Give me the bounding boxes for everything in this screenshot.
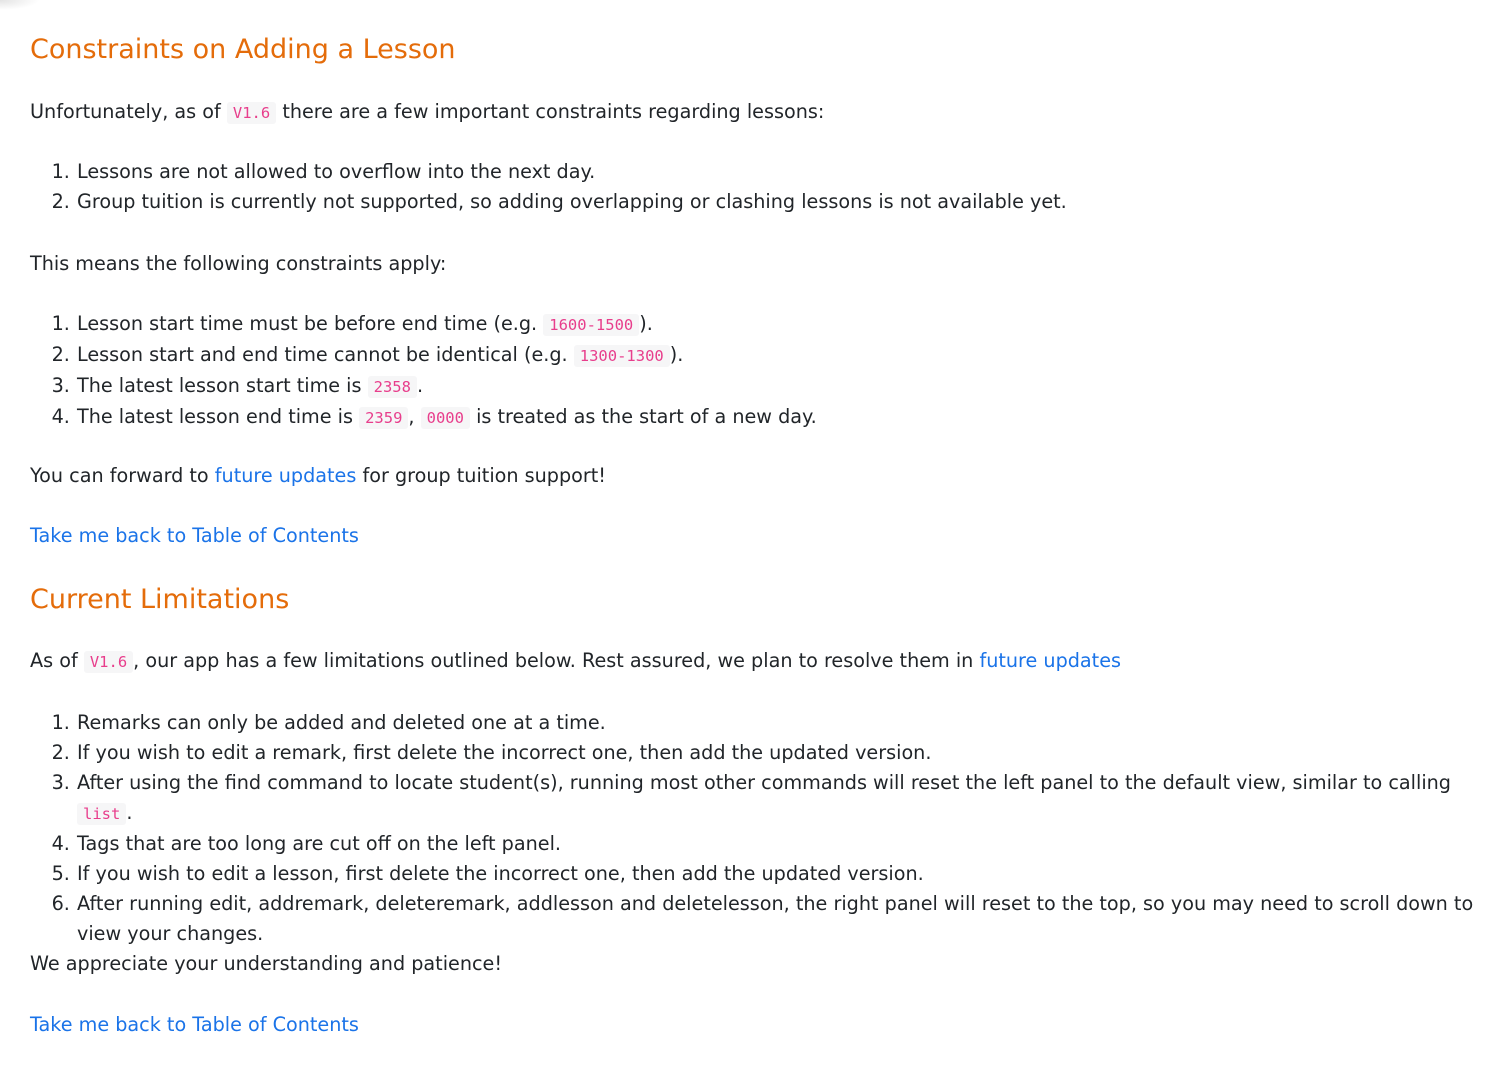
list-item: 6. After running edit, addremark, deleteremark, addlesson and deletelesson, the right panel will reset to the top, so you may need to scroll down to view your changes.: [76, 889, 1494, 949]
version-code: V1.6: [84, 651, 133, 673]
heading-constraints: Constraints on Adding a Lesson: [30, 34, 456, 65]
time-code: 1600-1500: [543, 314, 639, 336]
list-item: 4. Tags that are too long are cut off on the left panel.: [76, 829, 1494, 859]
forward-text: You can forward to future updates for group tuition support!: [30, 464, 607, 487]
version-code: V1.6: [227, 102, 276, 124]
list-item: 1. Lesson start time must be before end time (e.g. 1600-1500 ).: [76, 309, 817, 340]
back-to-toc-paragraph: [30, 521, 359, 551]
list-item: 3. The latest lesson start time is 2358 .: [76, 371, 817, 402]
time-code: 2359: [359, 407, 408, 429]
appreciation-text: We appreciate your understanding and patience!: [30, 952, 503, 975]
back-to-toc-link[interactable]: Take me back to Table of Contents: [30, 524, 359, 547]
future-updates-link[interactable]: future updates: [214, 464, 357, 487]
time-code: 2358: [368, 376, 417, 398]
list-item: 2. Lesson start and end time cannot be identical (e.g. 1300-1300 ).: [76, 340, 817, 371]
time-code: 0000: [421, 407, 470, 429]
limitations-list: [30, 708, 1494, 949]
back-to-toc-paragraph: [30, 1010, 359, 1040]
limitations-intro: As of V1.6 , our app has a few limitations outlined below. Rest assured, we plan to resolve them in future updates: [30, 649, 1122, 672]
list-item: 1. Lessons are not allowed to overflow into the next day.: [76, 157, 1067, 187]
list-item: 2. If you wish to edit a remark, first delete the incorrect one, then add the updated version.: [76, 738, 1494, 768]
list-item: 1. Remarks can only be added and deleted one at a time.: [76, 708, 1494, 738]
list-item: 5. If you wish to edit a lesson, first delete the incorrect one, then add the updated version.: [76, 859, 1494, 889]
list-item: 2. Group tuition is currently not supported, so adding overlapping or clashing lessons is not available yet.: [76, 187, 1067, 217]
heading-limitations: Current Limitations: [30, 584, 290, 615]
future-updates-link[interactable]: future updates: [979, 649, 1122, 672]
constraints-intro: Unfortunately, as of V1.6 there are a few important constraints regarding lessons:: [30, 100, 825, 123]
time-constraints-list: [30, 309, 817, 433]
command-code: list: [77, 803, 126, 825]
constraints-list: [30, 157, 1067, 217]
constraints-apply-text: This means the following constraints apply:: [30, 252, 447, 275]
top-left-shadow: [0, 0, 40, 10]
list-item: 4. The latest lesson end time is 2359 , 0000 is treated as the start of a new day.: [76, 402, 817, 433]
time-code: 1300-1300: [574, 345, 670, 367]
back-to-toc-link[interactable]: Take me back to Table of Contents: [30, 1013, 359, 1036]
list-item: 3. After using the find command to locate student(s), running most other commands will reset the left panel to the default view, similar to calling list .: [76, 768, 1494, 829]
